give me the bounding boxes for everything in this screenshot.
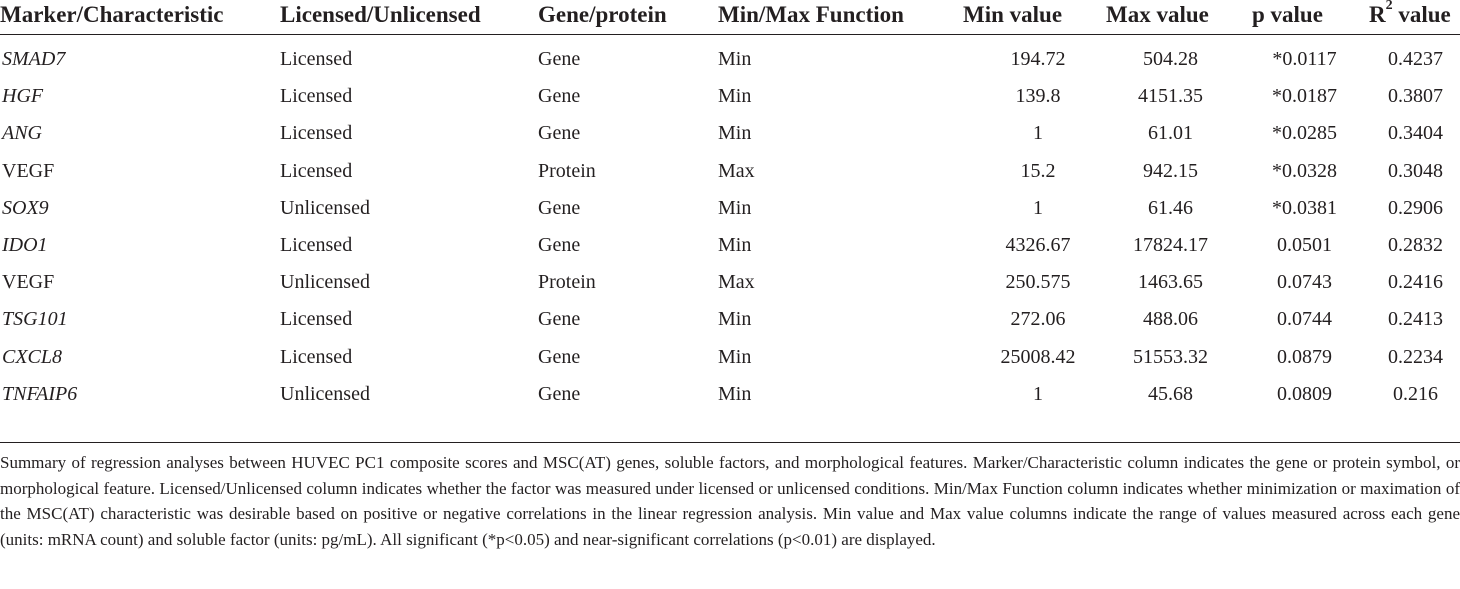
- cell-max-value: 488.06: [1143, 308, 1198, 331]
- cell-max-value: 61.46: [1148, 196, 1193, 219]
- cell-gene-protein: Gene: [538, 85, 581, 108]
- table-row: [0, 339, 1460, 376]
- cell-licensed: Unlicensed: [280, 196, 370, 219]
- cell-r2-value: 0.4237: [1388, 48, 1443, 71]
- header-min-value: Min value: [963, 2, 1063, 27]
- cell-r2-value: 0.2832: [1388, 234, 1443, 257]
- table-row: [0, 264, 1460, 301]
- cell-marker: VEGF: [2, 271, 55, 294]
- cell-min-value: 194.72: [1010, 48, 1066, 71]
- cell-p-value: 0.0879: [1277, 345, 1332, 368]
- table-row: [0, 78, 1460, 115]
- cell-r2-value: 0.216: [1393, 382, 1438, 405]
- cell-min-value: 4326.67: [1005, 234, 1071, 257]
- header-marker: Marker/Characteristic: [0, 2, 224, 27]
- cell-marker: HGF: [2, 85, 44, 108]
- cell-minmax: Min: [718, 382, 752, 405]
- cell-minmax: Min: [718, 48, 752, 71]
- header-p-value: p value: [1252, 2, 1323, 27]
- cell-gene-protein: Protein: [538, 159, 596, 182]
- cell-max-value: 45.68: [1148, 382, 1193, 405]
- cell-minmax: Max: [718, 271, 755, 294]
- cell-gene-protein: Gene: [538, 48, 581, 71]
- cell-marker: SMAD7: [2, 48, 66, 71]
- cell-min-value: 1: [1033, 122, 1043, 145]
- cell-p-value: *0.0117: [1272, 48, 1337, 71]
- cell-r2-value: 0.2906: [1388, 196, 1443, 219]
- cell-gene-protein: Gene: [538, 382, 581, 405]
- cell-licensed: Licensed: [280, 234, 353, 257]
- cell-p-value: 0.0743: [1277, 271, 1332, 294]
- cell-p-value: *0.0328: [1272, 159, 1337, 182]
- cell-min-value: 272.06: [1010, 308, 1066, 331]
- cell-max-value: 61.01: [1148, 122, 1193, 145]
- cell-r2-value: 0.2416: [1388, 271, 1443, 294]
- table-header-row: [0, 0, 1460, 35]
- header-minmax: Min/Max Function: [718, 2, 904, 27]
- header-r2-suffix: value: [1392, 2, 1451, 27]
- table-row: [0, 153, 1460, 190]
- cell-max-value: 4151.35: [1138, 85, 1203, 108]
- header-r2-superscript: 2: [1385, 0, 1393, 14]
- cell-marker: TSG101: [2, 308, 68, 331]
- cell-r2-value: 0.2234: [1388, 345, 1443, 368]
- cell-minmax: Max: [718, 159, 755, 182]
- cell-gene-protein: Gene: [538, 345, 581, 368]
- cell-r2-value: 0.2413: [1388, 308, 1443, 331]
- cell-r2-value: 0.3404: [1388, 122, 1443, 145]
- cell-min-value: 1: [1033, 382, 1043, 405]
- cell-r2-value: 0.3807: [1388, 85, 1443, 108]
- header-r2-prefix: R: [1369, 2, 1386, 27]
- cell-max-value: 51553.32: [1133, 345, 1208, 368]
- cell-marker: CXCL8: [2, 345, 63, 368]
- header-gene-protein: Gene/protein: [538, 2, 667, 27]
- cell-licensed: Licensed: [280, 122, 353, 145]
- cell-max-value: 17824.17: [1133, 234, 1208, 257]
- cell-marker: IDO1: [2, 234, 48, 257]
- cell-p-value: 0.0809: [1277, 382, 1332, 405]
- cell-p-value: 0.0501: [1277, 234, 1332, 257]
- cell-licensed: Licensed: [280, 159, 353, 182]
- cell-marker: ANG: [2, 122, 42, 145]
- table-body: [0, 35, 1460, 413]
- cell-p-value: *0.0285: [1272, 122, 1337, 145]
- header-r2-value: [1363, 0, 1460, 35]
- table-row: [0, 227, 1460, 264]
- cell-marker: SOX9: [2, 196, 49, 219]
- cell-gene-protein: Gene: [538, 308, 581, 331]
- cell-r2-value: 0.3048: [1388, 159, 1443, 182]
- cell-max-value: 1463.65: [1138, 271, 1203, 294]
- cell-minmax: Min: [718, 345, 752, 368]
- cell-p-value: *0.0187: [1272, 85, 1337, 108]
- cell-minmax: Min: [718, 85, 752, 108]
- cell-min-value: 139.8: [1015, 85, 1061, 108]
- cell-gene-protein: Gene: [538, 234, 581, 257]
- table-row: [0, 301, 1460, 338]
- cell-p-value: *0.0381: [1272, 196, 1337, 219]
- cell-minmax: Min: [718, 196, 752, 219]
- cell-min-value: 15.2: [1020, 159, 1056, 182]
- header-max-value: Max value: [1106, 2, 1209, 27]
- table-bottom-rule: [0, 442, 1460, 443]
- table-row: [0, 115, 1460, 152]
- cell-marker: VEGF: [2, 159, 55, 182]
- cell-minmax: Min: [718, 308, 752, 331]
- cell-min-value: 25008.42: [1000, 345, 1076, 368]
- cell-minmax: Min: [718, 234, 752, 257]
- cell-marker: TNFAIP6: [2, 382, 78, 405]
- table-row: [0, 190, 1460, 227]
- cell-licensed: Licensed: [280, 85, 353, 108]
- header-licensed: Licensed/Unlicensed: [280, 2, 481, 27]
- cell-licensed: Licensed: [280, 308, 353, 331]
- cell-gene-protein: Gene: [538, 196, 581, 219]
- cell-min-value: 250.575: [1005, 271, 1071, 294]
- cell-licensed: Unlicensed: [280, 271, 370, 294]
- cell-max-value: 942.15: [1143, 159, 1198, 182]
- cell-licensed: Licensed: [280, 48, 353, 71]
- cell-gene-protein: Protein: [538, 271, 596, 294]
- cell-gene-protein: Gene: [538, 122, 581, 145]
- table-caption: Summary of regression analyses between HUVEC PC1 composite scores and MSC(AT) genes, soluble factors, and morphological features. Marker/Characteristic column indicates the gene or protein symbol, or morphological feature. Licensed/Unlicensed column indicates whether the factor was measured under licensed or unlicensed conditions. Min/Max Function column indicates whether minimization or maximation of the MSC(AT) characteristic was desirable based on positive or negative correlations in the linear regression analysis. Min value and Max value columns indicate the range of values measured across each gene (units: mRNA count) and soluble factor (units: pg/mL). All significant (*p<0.05) and near-significant correlations (p<0.01) are displayed.: [0, 453, 1460, 549]
- cell-licensed: Unlicensed: [280, 382, 370, 405]
- table-row: [0, 35, 1460, 79]
- table-row: [0, 376, 1460, 413]
- cell-max-value: 504.28: [1143, 48, 1198, 71]
- cell-p-value: 0.0744: [1277, 308, 1332, 331]
- cell-min-value: 1: [1033, 196, 1043, 219]
- cell-licensed: Licensed: [280, 345, 353, 368]
- cell-minmax: Min: [718, 122, 752, 145]
